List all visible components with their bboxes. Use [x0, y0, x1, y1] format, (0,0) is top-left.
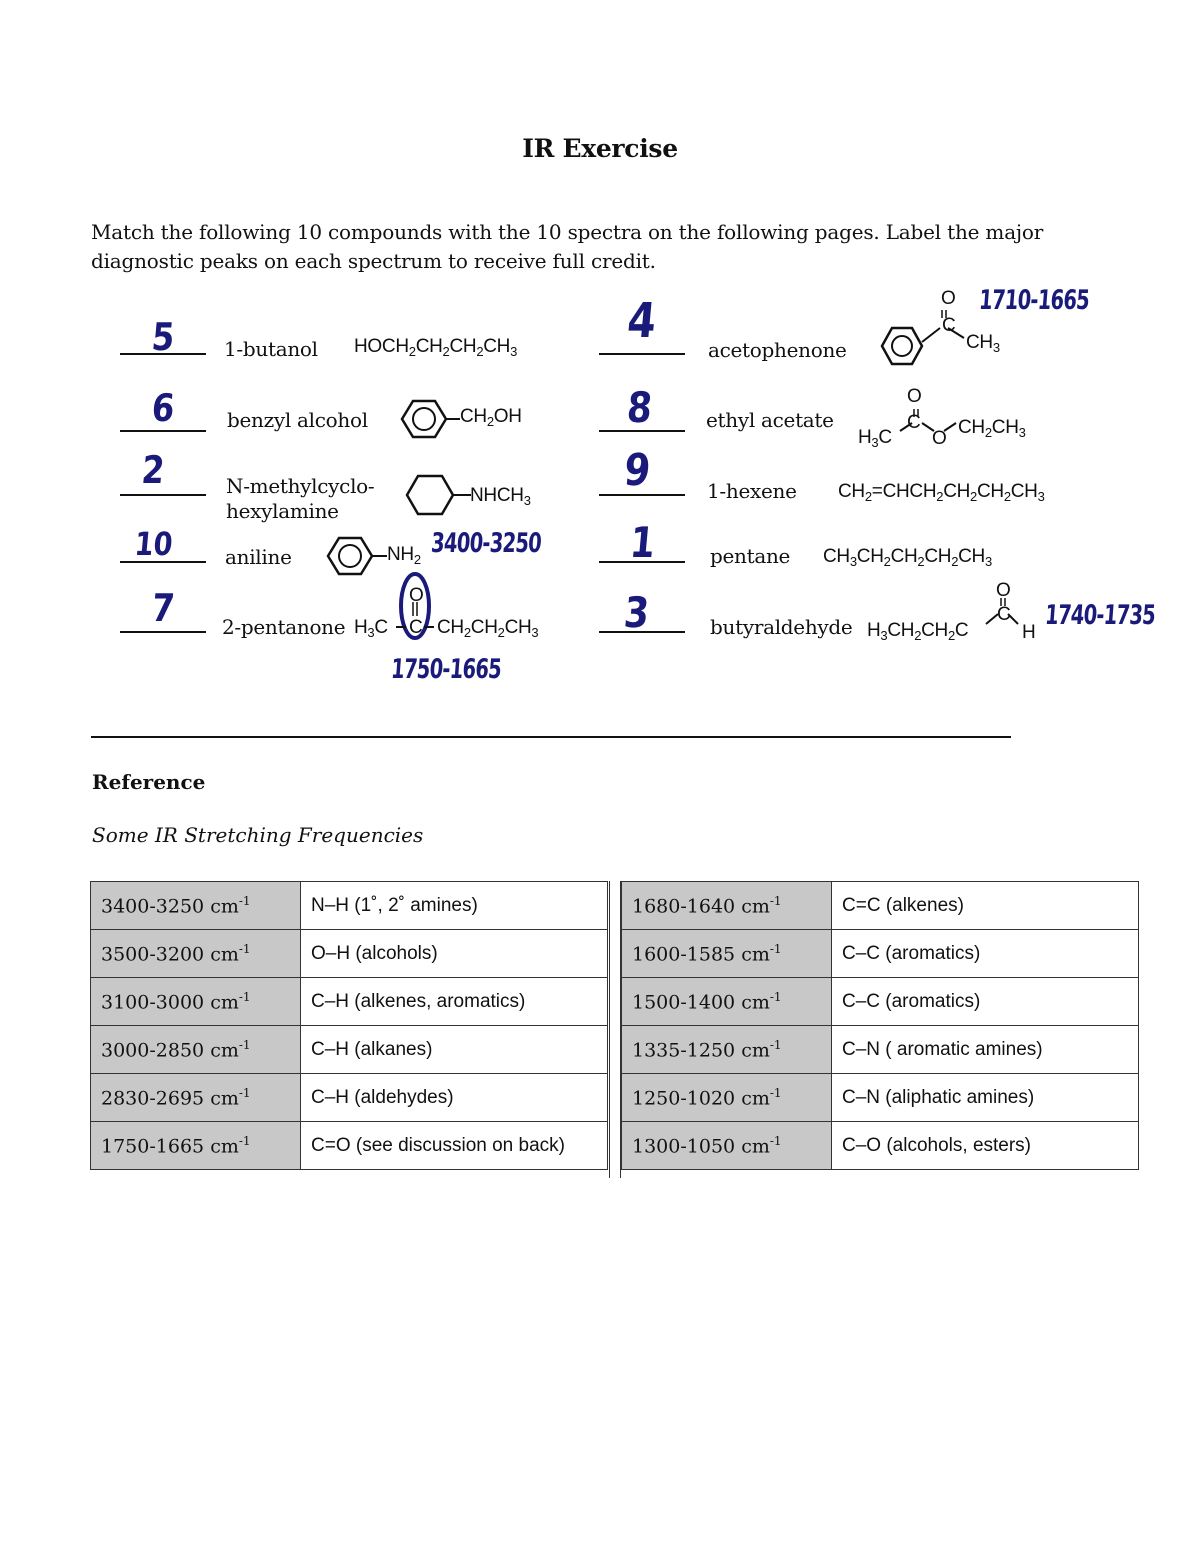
frequency-range: 1500-1400	[632, 991, 736, 1014]
carbonyl-carbon: C	[907, 412, 921, 433]
handwritten-note: 1710-1665	[978, 285, 1091, 316]
unit-exponent: -1	[769, 1085, 782, 1100]
frequency-range: 1750-1665	[101, 1135, 205, 1158]
answer-blank[interactable]	[599, 353, 685, 355]
unit-exponent: -1	[769, 989, 782, 1004]
formula-right-group: $CH_2CH_2CH_3$	[437, 617, 539, 640]
frequency-range: 3000-2850	[101, 1039, 205, 1062]
compound-name: 1-butanol	[224, 337, 318, 361]
unit-exponent: -1	[769, 941, 782, 956]
unit: cm	[741, 1135, 770, 1158]
frequency-range: 2830-2695	[101, 1087, 205, 1110]
frequency-range-cell	[91, 882, 301, 930]
handwritten-note: 1740-1735	[1044, 600, 1157, 631]
ester-oxygen: O	[932, 428, 947, 449]
compound-name: acetophenone	[708, 338, 847, 362]
unit: cm	[210, 895, 239, 918]
answer-blank[interactable]	[120, 631, 206, 633]
handwritten-note: 1750-1665	[390, 654, 503, 685]
unit: cm	[741, 943, 770, 966]
compound-name: 2-pentanone	[222, 615, 346, 639]
handwritten-answer: 3	[622, 588, 652, 637]
unit: cm	[210, 1135, 239, 1158]
carbonyl-oxygen: O	[907, 386, 922, 407]
compound-formula: $CH_2OH$	[460, 406, 522, 429]
handwritten-answer: 2	[140, 448, 167, 492]
compound-name: butyraldehyde	[710, 615, 853, 639]
table-separator	[609, 881, 621, 1178]
table-row	[622, 882, 1139, 930]
frequency-table-right	[621, 881, 1139, 1170]
carbonyl-oxygen: O	[996, 580, 1011, 601]
compound-formula: $NH_2$	[387, 544, 421, 567]
table-row	[622, 1026, 1139, 1074]
compound-name: aniline	[225, 545, 292, 569]
frequency-range: 1335-1250	[632, 1039, 736, 1062]
table-row	[91, 978, 608, 1026]
compound-formula: $HOCH_2CH_2CH_2CH_3$	[354, 336, 518, 359]
compound-formula: $CH_3CH_2CH_2CH_2CH_3$	[823, 546, 992, 569]
carbonyl-carbon: C	[942, 315, 956, 336]
handwritten-answer: 5	[150, 315, 177, 359]
compound-name: N-methylcyclo- hexylamine	[226, 474, 375, 523]
handwritten-answer: 4	[625, 293, 659, 349]
bond-type-cell: C–C (aromatics)	[832, 930, 1139, 978]
frequency-range: 1300-1050	[632, 1135, 736, 1158]
compound-formula: $NHCH_3$	[470, 485, 531, 508]
bond-type-cell: C–O (alcohols, esters)	[832, 1122, 1139, 1170]
compound-name: 1-hexene	[707, 479, 797, 503]
frequency-range: 1680-1640	[632, 895, 736, 918]
unit: cm	[210, 991, 239, 1014]
unit: cm	[741, 1039, 770, 1062]
unit: cm	[210, 1039, 239, 1062]
table-row	[91, 1122, 608, 1170]
formula-left-group: $H_3C$	[354, 617, 388, 640]
bond-type-cell: C=O (see discussion on back)	[301, 1122, 608, 1170]
cyclohexane-ring-icon	[403, 472, 475, 518]
handwritten-answer: 8	[625, 383, 655, 432]
unit-exponent: -1	[238, 1133, 251, 1148]
table-row	[91, 1074, 608, 1122]
benzene-ring-icon	[325, 535, 391, 577]
unit-exponent: -1	[769, 893, 782, 908]
compound-formula: $CH_2=CHCH_2CH_2CH_2CH_3$	[838, 481, 1045, 504]
instructions: Match the following 10 compounds with the 10 spectra on the following pages. Label the major diagnostic peaks on each spectrum to receive full credit.	[91, 220, 1044, 273]
frequency-range-cell	[622, 1074, 832, 1122]
frequency-range: 1600-1585	[632, 943, 736, 966]
frequency-range: 3400-3250	[101, 895, 205, 918]
bond-type-cell: C–H (alkanes)	[301, 1026, 608, 1074]
unit: cm	[741, 991, 770, 1014]
answer-blank[interactable]	[120, 494, 206, 496]
unit-exponent: -1	[769, 1037, 782, 1052]
bond-type-cell: C–H (aldehydes)	[301, 1074, 608, 1122]
page-title: IR Exercise	[522, 134, 678, 163]
table-row	[91, 1026, 608, 1074]
frequency-range: 1250-1020	[632, 1087, 736, 1110]
unit-exponent: -1	[238, 1037, 251, 1052]
handwritten-answer: 7	[150, 586, 177, 630]
benzene-ring-icon	[394, 398, 464, 440]
frequency-range-cell	[622, 930, 832, 978]
unit: cm	[210, 943, 239, 966]
unit-exponent: -1	[238, 893, 251, 908]
compound-name: ethyl acetate	[706, 408, 834, 432]
table-row	[622, 930, 1139, 978]
table-row	[91, 930, 608, 978]
frequency-range-cell	[622, 1122, 832, 1170]
unit-exponent: -1	[238, 989, 251, 1004]
table-row	[622, 1122, 1139, 1170]
frequency-range-cell	[91, 930, 301, 978]
unit-exponent: -1	[238, 941, 251, 956]
formula-left-group: $H_3C$	[858, 427, 892, 450]
bond-type-cell: C–H (alkenes, aromatics)	[301, 978, 608, 1026]
unit-exponent: -1	[238, 1085, 251, 1100]
table-row	[91, 882, 608, 930]
handwritten-answer: 10	[133, 525, 175, 563]
table-row	[622, 1074, 1139, 1122]
frequency-range-cell	[622, 882, 832, 930]
carbonyl-oxygen: O	[941, 288, 956, 309]
unit-exponent: -1	[769, 1133, 782, 1148]
frequency-range-cell	[622, 1026, 832, 1074]
bond-type-cell: C–N (aliphatic amines)	[832, 1074, 1139, 1122]
benzene-ring-icon	[878, 290, 978, 370]
bond-type-cell: N–H (1˚, 2˚ amines)	[301, 882, 608, 930]
carbonyl-carbon: C	[409, 617, 423, 638]
compound-formula: $CH_3$	[966, 332, 1000, 355]
compound-name: pentane	[710, 544, 791, 568]
formula-right-group: H	[1022, 622, 1036, 643]
frequency-range-cell	[91, 1026, 301, 1074]
compound-name: benzyl alcohol	[227, 408, 368, 432]
unit: cm	[741, 895, 770, 918]
bond-type-cell: C–N ( aromatic amines)	[832, 1026, 1139, 1074]
bond-type-cell: C–C (aromatics)	[832, 978, 1139, 1026]
handwritten-answer: 1	[628, 518, 658, 567]
bond-type-cell: O–H (alcohols)	[301, 930, 608, 978]
handwritten-answer: 6	[150, 386, 177, 430]
frequency-range: 3500-3200	[101, 943, 205, 966]
frequency-range-cell	[622, 978, 832, 1026]
carbonyl-carbon: C	[997, 604, 1011, 625]
table-row	[622, 978, 1139, 1026]
frequency-table-left	[90, 881, 608, 1170]
formula-right-group: $CH_2CH_3$	[958, 417, 1026, 440]
reference-heading: Reference	[92, 770, 206, 794]
frequency-range-cell	[91, 1122, 301, 1170]
section-divider	[91, 736, 1011, 738]
answer-blank[interactable]	[120, 430, 206, 432]
frequency-range-cell	[91, 1074, 301, 1122]
unit: cm	[741, 1087, 770, 1110]
frequency-range: 3100-3000	[101, 991, 205, 1014]
formula-left-group: $H_3CH_2CH_2C$	[867, 620, 969, 643]
bond-type-cell: C=C (alkenes)	[832, 882, 1139, 930]
frequency-range-cell	[91, 978, 301, 1026]
handwritten-note: 3400-3250	[430, 528, 543, 559]
handwritten-answer: 9	[622, 445, 653, 496]
reference-subtitle: Some IR Stretching Frequencies	[92, 823, 424, 847]
carbonyl-oxygen: O	[409, 585, 424, 606]
unit: cm	[210, 1087, 239, 1110]
